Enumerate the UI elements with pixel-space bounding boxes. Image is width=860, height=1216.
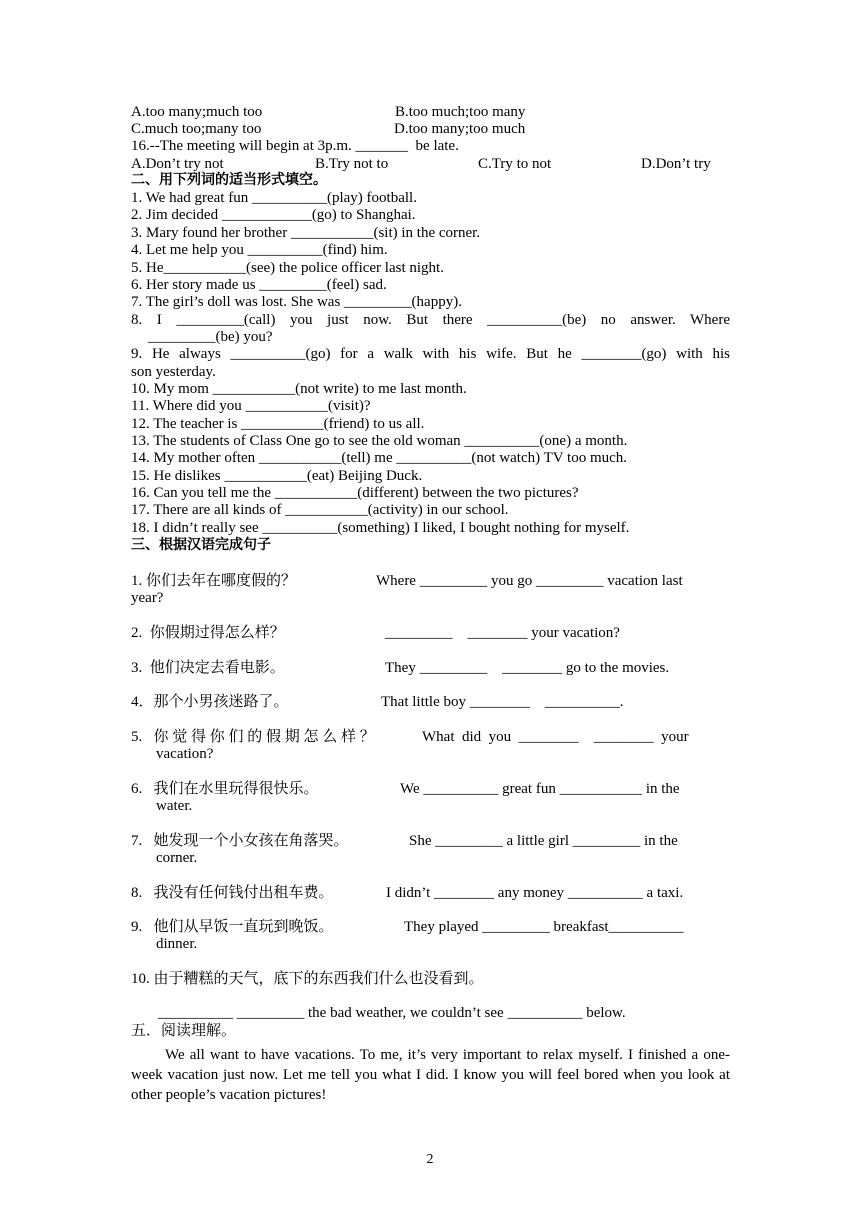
translate-english-continued: corner. [156, 850, 198, 866]
fill-item: 11. Where did you ___________(visit)? [131, 398, 371, 414]
fill-item: 10. My mom ___________(not write) to me last month. [131, 381, 467, 397]
fill-item: 8. I _________(call) you just now. But there __________(be) no answer. Where [131, 312, 730, 328]
translate-chinese: 7. 她发现一个小女孩在角落哭。 [131, 833, 349, 849]
translate-chinese: 6. 我们在水里玩得很快乐。 [131, 781, 319, 797]
q16-option-b: B.Try not to [315, 156, 389, 172]
fill-item: 13. The students of Class One go to see the old woman __________(one) a month. [131, 433, 628, 449]
fill-item: 17. There are all kinds of ___________(activity) in our school. [131, 502, 509, 518]
fill-item: 9. He always __________(go) for a walk with his wife. But he ________(go) with his [131, 346, 730, 362]
fill-item: 12. The teacher is ___________(friend) to us all. [131, 416, 425, 432]
q16-option-a: A.Don’t try not [131, 156, 224, 172]
q16-option-c: C.Try to not [478, 156, 552, 172]
fill-item: 6. Her story made us _________(feel) sad. [131, 277, 387, 293]
translate-english-continued: vacation? [156, 746, 214, 762]
translate-chinese: 5. 你 觉 得 你 们 的 假 期 怎 么 样 ？ [131, 729, 375, 745]
translate-english: They played _________ breakfast__________ [404, 919, 684, 935]
question-16: 16.--The meeting will begin at 3p.m. _______ be late. [131, 138, 459, 154]
translate-english-continued: year? [131, 590, 164, 606]
q16-option-d: D.Don’t try [641, 156, 711, 172]
fill-item: 7. The girl’s doll was lost. She was _________(happy). [131, 294, 462, 310]
translate-english: They _________ ________ go to the movies. [385, 660, 670, 676]
option-a-line1: A.too many;much too [131, 104, 263, 120]
translate-english: She _________ a little girl _________ in the [409, 833, 678, 849]
fill-item: 18. I didn’t really see __________(something) I liked, I bought nothing for myself. [131, 520, 630, 536]
translate-chinese: 1. 你们去年在哪度假的？ [131, 573, 297, 589]
translate-english: We __________ great fun ___________ in the [400, 781, 680, 797]
option-b-line1: B.too much;too many [395, 104, 526, 120]
fill-item-continued: son yesterday. [131, 364, 216, 380]
translate-chinese: 9. 他们从早饭一直玩到晚饭。 [131, 919, 334, 935]
fill-item: 16. Can you tell me the ___________(different) between the two pictures? [131, 485, 579, 501]
translate-english: __________ _________ the bad weather, we couldn’t see __________ below. [158, 1005, 626, 1021]
fill-item: 3. Mary found her brother ___________(sit) in the corner. [131, 225, 481, 241]
translate-chinese: 4．那个小男孩迷路了。 [131, 694, 289, 710]
section-5-heading: 五．阅读理解。 [131, 1023, 237, 1039]
translate-english: I didn’t ________ any money __________ a taxi. [386, 885, 684, 901]
fill-item: 14. My mother often ___________(tell) me __________(not watch) TV too much. [131, 450, 628, 466]
fill-item: 5. He___________(see) the police officer last night. [131, 260, 444, 276]
translate-chinese: 10. 由于糟糕的天气，底下的东西我们什么也没看到。 [131, 971, 484, 987]
page-number: 2 [426, 1152, 434, 1167]
translate-english: What did you ________ ________ your [422, 729, 689, 745]
fill-item-continued: _________(be) you? [148, 329, 273, 345]
translate-chinese: 8. 我没有任何钱付出租车费。 [131, 885, 334, 901]
fill-item: 1. We had great fun __________(play) football. [131, 190, 417, 206]
section-3-heading: 三、根据汉语完成句子 [131, 537, 271, 553]
translate-english: _________ ________ your vacation? [385, 625, 620, 641]
option-d-line2: D.too many;too much [394, 121, 526, 137]
fill-item: 15. He dislikes ___________(eat) Beijing Duck. [131, 468, 423, 484]
option-c-line2: C.much too;many too [131, 121, 262, 137]
translate-english-continued: dinner. [156, 936, 198, 952]
reading-passage: We all want to have vacations. To me, it’s very important to relax myself. I finished a one-week vacation just now. Let me tell you what I did. I know you will feel bored when you look at other people’s vacation pictures! [131, 1047, 730, 1103]
translate-chinese: 2. 你假期过得怎么样？ [131, 625, 285, 641]
translate-english: Where _________ you go _________ vacation last [376, 573, 683, 589]
translate-chinese: 3. 他们决定去看电影。 [131, 660, 285, 676]
fill-item: 2. Jim decided ____________(go) to Shanghai. [131, 207, 416, 223]
translate-english-continued: water. [156, 798, 193, 814]
translate-english: That little boy ________ __________. [381, 694, 624, 710]
fill-item: 4. Let me help you __________(find) him. [131, 242, 388, 258]
section-2-heading: 二、用下列词的适当形式填空。 [131, 172, 327, 188]
